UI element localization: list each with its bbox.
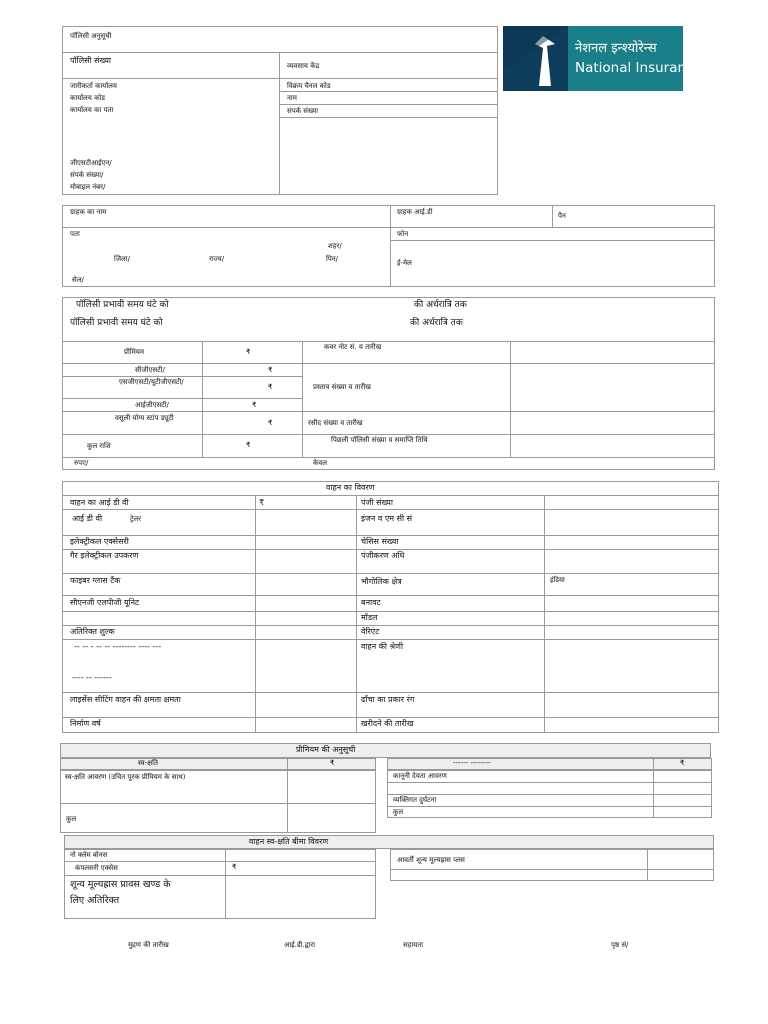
third-party-rupee-icon: ₹ (680, 759, 685, 767)
address-label: पता (70, 230, 80, 238)
own-damage-cover-label: स्व-क्षति आवरण (उचित पूरक प्रीमियम के साथ) (65, 773, 186, 781)
own-damage-total-label: कुल (66, 815, 77, 823)
cgst-label: सीजीएसटी/ (135, 366, 165, 374)
geographical-area-label: भौगोलिक क्षेत्र (361, 577, 402, 586)
pin-label: पिन/ (326, 255, 339, 263)
effective-line-1-right: की अर्धरात्रि तक (414, 300, 467, 310)
vehicle-placeholder-line-1: -- -- - -- -- -------- ---- --- (74, 642, 162, 651)
own-damage-header (60, 758, 376, 770)
premium-schedule-header (60, 743, 711, 758)
shield-emblem-icon (503, 26, 568, 91)
policy-schedule-title: पॉलिसी अनुसूची (70, 32, 112, 40)
own-damage-column-label: स्व-क्षति (138, 759, 158, 767)
trailer-label: ट्रेलर (130, 515, 142, 523)
contact-number-label-2: संपर्क संख्या/ (70, 171, 104, 179)
electrical-accessory-label: इलेक्ट्रीकल एक्सेसरी (70, 537, 129, 546)
office-code-label: कार्यालय कोड (70, 94, 106, 102)
city-label: शहर/ (328, 242, 342, 250)
premium-schedule-title: प्रीमियम की अनुसूची (296, 745, 356, 754)
state-label: राज्य/ (209, 255, 225, 263)
igst-rupee-icon: ₹ (252, 401, 257, 409)
premium-rupee-icon: ₹ (246, 348, 251, 356)
effective-line-2-right: की अर्धरात्रि तक (410, 318, 463, 328)
total-rupee-icon: ₹ (246, 441, 251, 449)
fibre-glass-tank-label: फाइबर ग्लास टैंक (70, 576, 121, 585)
mobile-number-label: मोबाइल नंबर/ (70, 183, 106, 191)
third-party-column-label: ------ -------- (453, 759, 491, 767)
vehicle-class-label: वाहन की श्रेणी (361, 642, 404, 651)
issuing-office-label: जारीकर्ता कार्यालय (70, 82, 117, 90)
own-damage-details-header (64, 835, 714, 849)
logo-text-hindi: नेशनल इन्श्योरेन्स (575, 41, 657, 56)
previous-policy-label: पिछली पॉलिसी संख्या व समाप्ति तिथि (331, 436, 428, 444)
total-amount-label: कुल राशि (87, 442, 111, 450)
legal-liability-label: कानूनी देयता आवरण (393, 772, 447, 780)
zero-depreciation-label-2: लिए अतिरिक्त (70, 895, 120, 906)
compulsory-excess-rupee-icon: ₹ (232, 863, 237, 871)
cell-label: सेल/ (72, 276, 84, 284)
vehicle-placeholder-line-2: ---- -- ------ (72, 673, 112, 682)
stamp-duty-rupee-icon: ₹ (268, 419, 273, 427)
idv-short-label: आई डी वी (72, 514, 103, 523)
premium-label: प्रीमियम (124, 348, 145, 356)
vehicle-details-title: वाहन का विवरण (326, 483, 375, 492)
cover-note-label: कवर नोट सं. व तारीख (324, 343, 382, 351)
compulsory-excess-label: कंपलसरी एक्सेस (75, 864, 118, 872)
pan-label: पैन (558, 212, 566, 220)
personal-accident-label: व्यक्तिगत दुर्घटना (393, 796, 437, 804)
print-date-label: मुद्रण की तारीख (128, 941, 169, 949)
gstin-label: जीएसटीआईएन/ (70, 159, 112, 167)
district-label: जिला/ (114, 255, 130, 263)
own-damage-details-title: वाहन स्व-क्षति बीमा विवरण (249, 837, 329, 846)
third-party-header (387, 758, 712, 770)
cgst-rupee-icon: ₹ (268, 366, 273, 374)
vehicle-idv-label: वाहन का आई डी वी (70, 498, 129, 507)
national-insurance-logo (503, 26, 702, 91)
receipt-number-label: रसीद संख्या व तारीख (308, 419, 363, 427)
issued-by-id-label: आई.डी.द्वारा (284, 941, 316, 949)
effective-line-2-left: पॉलिसी प्रभावी समय घंटे को (70, 318, 163, 328)
manufacturing-year-label: निर्माण वर्ष (70, 719, 101, 728)
stamp-duty-label: वसूली योग्य स्टांप ड्यूटी (115, 414, 174, 422)
igst-label: आईजीएसटी/ (135, 401, 169, 409)
customer-name-label: ग्राहक का नाम (70, 208, 107, 216)
office-address-label: कार्यालय का पता (70, 106, 114, 114)
no-claim-bonus-label: नो क्लेम बोनस (70, 851, 108, 859)
page-number-label: पृष्ठ सं/ (611, 941, 629, 949)
registration-authority-label: पंजीकरण अधि (361, 551, 405, 560)
name-label: नाम (287, 94, 297, 102)
phone-label: फोन (397, 230, 409, 238)
purchase-date-label: खरीदने की तारीख (361, 719, 414, 728)
non-electrical-accessory-label: गैर इलेक्ट्रीकल उपकरण (70, 551, 139, 560)
variant-label: वेरिएंट (361, 627, 380, 636)
help-label: सहायता (403, 941, 424, 949)
engine-number-label: इंजन व एम सी सं (361, 514, 413, 523)
contact-number-label: संपर्क संख्या (287, 107, 319, 115)
sgst-label: एसजीएसटी/यूटीजीएसटी/ (119, 378, 184, 386)
model-label: मॉडल (361, 613, 378, 622)
email-label: ई-मेल (397, 259, 412, 267)
rupees-in-words-label: रुपए/ (74, 459, 89, 467)
zero-depreciation-label: शून्य मूल्यह्रास प्रावस खण्ड के (70, 879, 171, 890)
recurring-zero-dep-label: आवर्ती शून्य मूल्यह्रास प्लस (397, 856, 465, 864)
policy-number-label: पॉलिसी संख्या (70, 56, 111, 65)
make-label: बनावट (361, 598, 381, 607)
cng-lpg-kit-label: सीएनजी एलपीजी यूनिट (70, 598, 140, 607)
customer-id-label: ग्राहक आई.डी (397, 208, 433, 216)
logo-emblem (503, 26, 568, 91)
third-party-total-label: कुल (393, 808, 404, 816)
sgst-rupee-icon: ₹ (268, 383, 273, 391)
own-damage-rupee-icon: ₹ (330, 759, 335, 767)
own-damage-details-right (390, 849, 714, 881)
chassis-number-label: चेसिस संख्या (361, 537, 399, 546)
additional-fee-label: अतिरिक्त शुल्क (70, 627, 115, 636)
customer-box (62, 205, 715, 287)
logo-text-english: National Insurance (575, 60, 702, 76)
geographical-area-value: इंडिया (550, 576, 565, 584)
registration-number-label: पंजी संख्या (361, 498, 393, 507)
body-type-label: ढाँचा का प्रकार रंग (361, 695, 415, 704)
effective-line-1-left: पॉलिसी प्रभावी समय घंटे को (76, 300, 169, 310)
business-centre-label: व्यवसाय केंद्र (287, 62, 320, 70)
proposal-number-label: प्रस्ताव संख्या व तारीख (313, 383, 371, 391)
only-label: केवल (313, 459, 328, 467)
vehicle-idv-rupee-icon: ₹ (259, 498, 265, 507)
licensed-capacity-label: लाइसेंस सीटिंग वाहन की क्षमता क्षमता (70, 695, 181, 704)
sales-channel-code-label: विक्रय चैनल कोड (287, 82, 331, 90)
